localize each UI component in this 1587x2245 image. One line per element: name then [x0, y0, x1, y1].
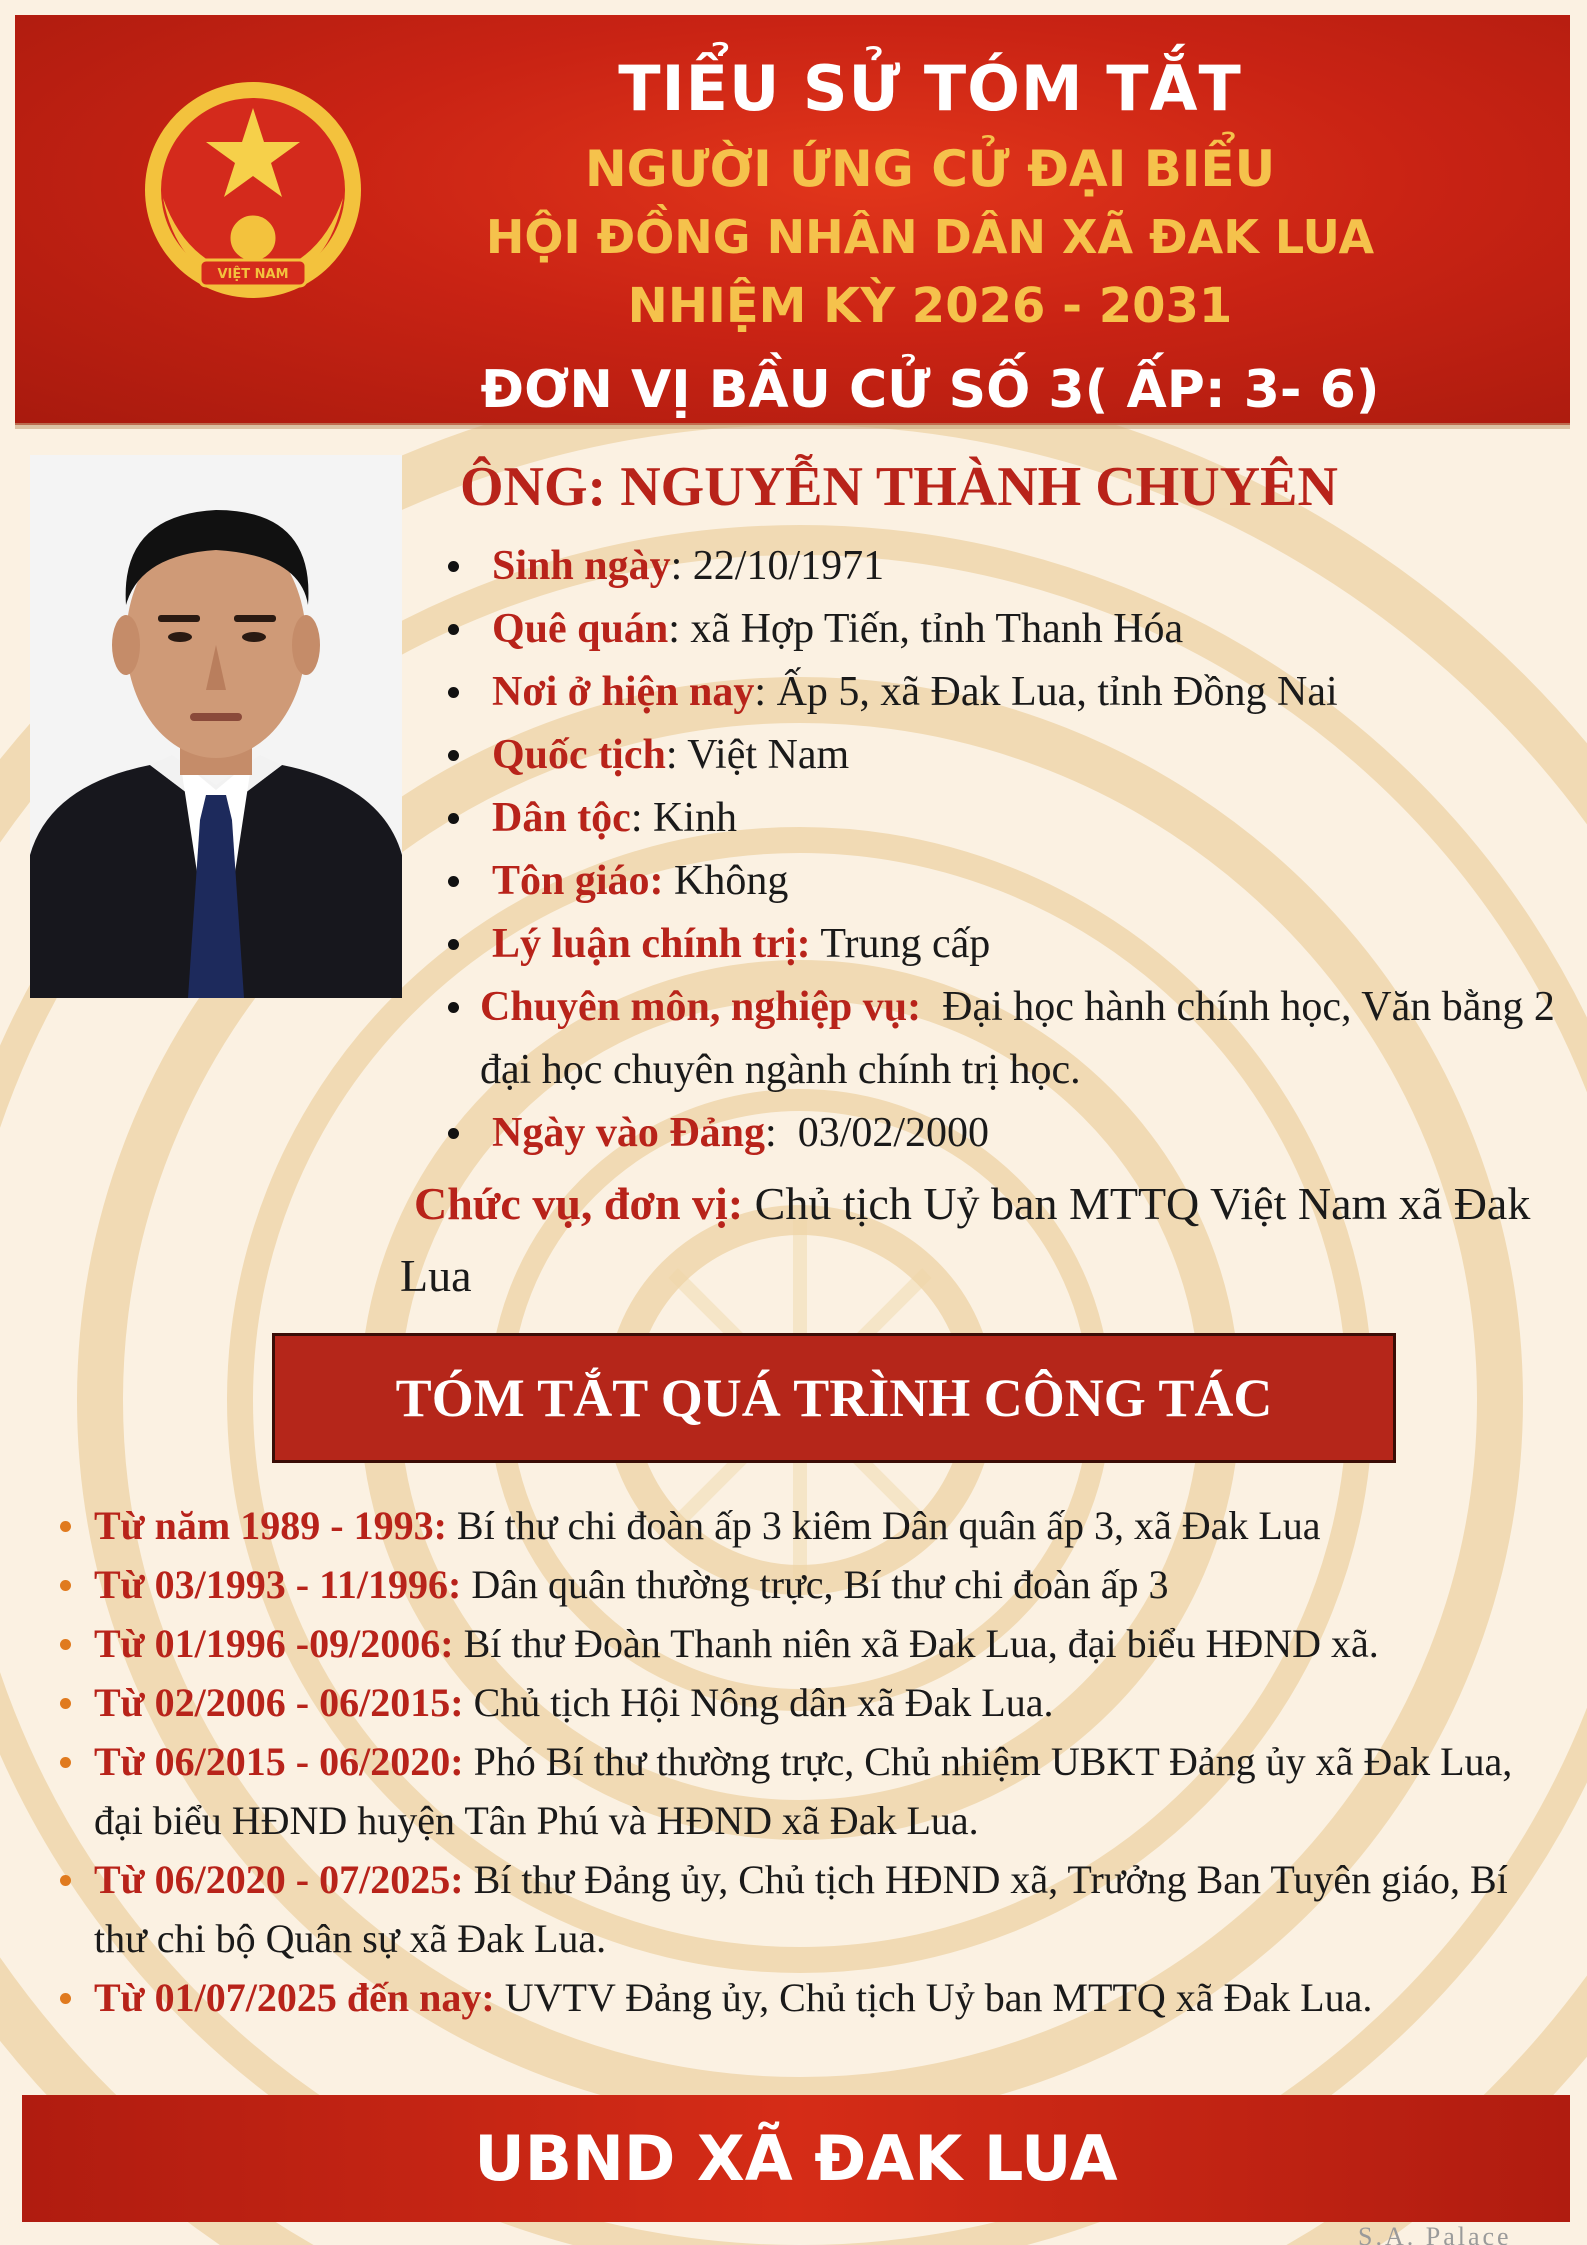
svg-text:VIỆT NAM: VIỆT NAM [217, 267, 289, 282]
info-item-birthdate: Sinh ngày: 22/10/1971 [440, 535, 1560, 598]
timeline-item: Từ 01/1996 -09/2006: Bí thư Đoàn Thanh niên xã Đak Lua, đại biểu HĐND xã. [58, 1614, 1568, 1673]
info-item-nationality: Quốc tịch: Việt Nam [440, 724, 1560, 787]
personal-info-list [440, 535, 1560, 1165]
current-position: Chức vụ, đơn vị: Chủ tịch Uỷ ban MTTQ Việt Nam xã Đak Lua [400, 1178, 1531, 1301]
timeline-item: Từ năm 1989 - 1993: Bí thư chi đoàn ấp 3 kiêm Dân quân ấp 3, xã Đak Lua [58, 1496, 1568, 1555]
national-emblem-icon [138, 78, 368, 318]
info-item-party-date: Ngày vào Đảng: 03/02/2000 [440, 1102, 1560, 1165]
footer-banner: UBND XÃ ĐAK LUA [22, 2095, 1570, 2222]
candidate-name: ÔNG: NGUYỄN THÀNH CHUYÊN [460, 456, 1338, 518]
header-council: HỘI ĐỒNG NHÂN DÂN XÃ ĐAK LUA [485, 210, 1375, 264]
person-portrait-icon [30, 455, 402, 998]
info-item-residence: Nơi ở hiện nay: Ấp 5, xã Đak Lua, tỉnh Đồng Nai [440, 661, 1560, 724]
timeline-item: Từ 06/2015 - 06/2020: Phó Bí thư thường trực, Chủ nhiệm UBKT Đảng ủy xã Đak Lua, đại biểu HĐND huyện Tân Phú và HĐND xã Đak Lua. [58, 1732, 1568, 1850]
timeline-item: Từ 06/2020 - 07/2025: Bí thư Đảng ủy, Chủ tịch HĐND xã, Trưởng Ban Tuyên giáo, Bí thư chi bộ Quân sự xã Đak Lua. [58, 1850, 1568, 1968]
work-history-heading: TÓM TẮT QUÁ TRÌNH CÔNG TÁC [272, 1333, 1396, 1463]
header-divider [15, 423, 1570, 429]
watermark-text: S.A. Palace [1358, 2222, 1512, 2245]
info-item-religion: Tôn giáo: Không [440, 850, 1560, 913]
page-title: TIỂU SỬ TÓM TẮT [618, 52, 1242, 125]
portrait-photo [30, 455, 402, 998]
info-item-hometown: Quê quán: xã Hợp Tiến, tỉnh Thanh Hóa [440, 598, 1560, 661]
info-item-ethnicity: Dân tộc: Kinh [440, 787, 1560, 850]
work-history-list [58, 1496, 1568, 2027]
header-subtitle: NGƯỜI ỨNG CỬ ĐẠI BIỂU [584, 140, 1276, 198]
timeline-item: Từ 03/1993 - 11/1996: Dân quân thường trực, Bí thư chi đoàn ấp 3 [58, 1555, 1568, 1614]
timeline-item: Từ 02/2006 - 06/2015: Chủ tịch Hội Nông dân xã Đak Lua. [58, 1673, 1568, 1732]
header-term: NHIỆM KỲ 2026 - 2031 [627, 278, 1233, 334]
header-constituency: ĐƠN VỊ BẦU CỬ SỐ 3( ẤP: 3- 6) [480, 360, 1380, 420]
info-item-political-theory: Lý luận chính trị: Trung cấp [440, 913, 1560, 976]
info-item-qualification: Chuyên môn, nghiệp vụ: Đại học hành chính học, Văn bằng 2 đại học chuyên ngành chính trị học. [440, 976, 1560, 1102]
timeline-item: Từ 01/07/2025 đến nay: UVTV Đảng ủy, Chủ tịch Uỷ ban MTTQ xã Đak Lua. [58, 1968, 1568, 2027]
